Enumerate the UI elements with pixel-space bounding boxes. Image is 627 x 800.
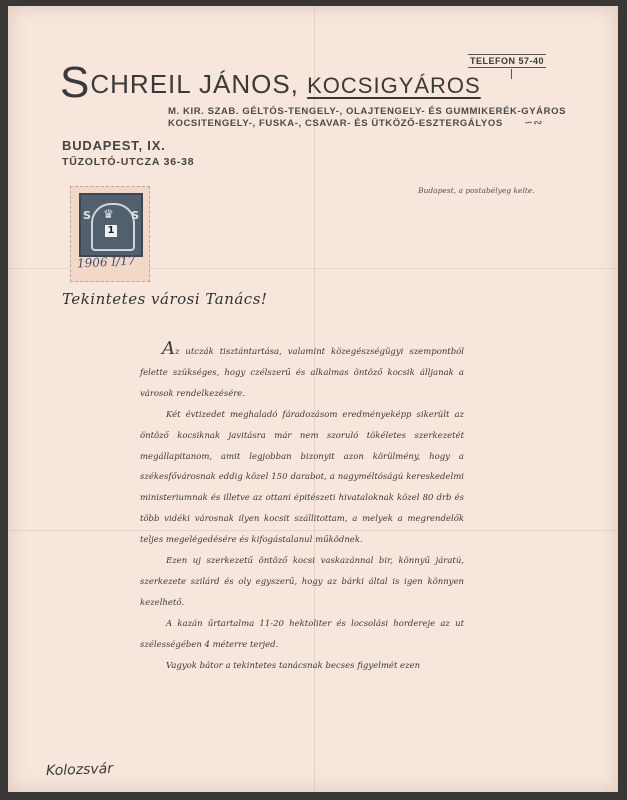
scroll-ornament-icon: ∽∾ xyxy=(524,116,543,129)
letterhead-line-1: M. KIR. SZAB. GÉLTÓS-TENGELY-, OLAJTENGELY- ÉS GUMMIKERÉK-GYÁROS xyxy=(168,106,567,117)
stamp-side-left: S xyxy=(83,209,91,222)
letterhead-title xyxy=(60,58,481,108)
stamp-image xyxy=(79,193,143,257)
letter-sheet xyxy=(8,6,618,792)
letterhead-trade: KOCSIGYÁROS xyxy=(307,73,481,98)
body-paragraph-1-text: z utczák tisztántartása, valamint közegészségügyi szempontból felette szükséges, hogy czélszerű és alkalmas öntöző kocsik álljanak a városok rendelkezésére. xyxy=(140,347,464,399)
date-line: Budapest, a postabélyeg kelte. xyxy=(418,186,535,195)
phone-ornament xyxy=(511,69,512,79)
stamp-side-right: S xyxy=(131,209,139,222)
dropcap: A xyxy=(162,338,175,359)
letter-body xyxy=(140,338,464,677)
handwritten-note: Kolozsvár xyxy=(45,760,114,780)
letterhead-phone: TELEFON 57-40 xyxy=(470,56,545,66)
letterhead-city: BUDAPEST, IX. xyxy=(62,138,166,153)
letterhead-name: CHREIL JÁNOS, xyxy=(90,69,299,99)
crown-icon: ♛ xyxy=(103,207,114,221)
body-paragraph-2: Két évtizedet meghaladó fáradozásom eredményeképp sikerült az öntöző kocsiknak javitásra már nem szoruló tökéletes szerkezetét megállapitanom, amit legjobban bizonyit azon körülmény, hogy a székesfővárosnak eddig közel 150 darabot, a nagyméltóságú kereskedelmi ministeriumnak és illetve az ottani épitészeti hivataloknak közel 80 drb és több vidéki városnak ilyen kocsit szállitottam, a melyek a megrendelők teljes megelégedésére és kifogástalanul működnek. xyxy=(140,409,464,546)
revenue-stamp xyxy=(70,186,150,282)
body-paragraph-4: A kazán űrtartalma 11-20 hektoliter és locsolási hordereje az ut szélességében 4 méterre terjed. xyxy=(140,618,464,650)
salutation: Tekintetes városi Tanács! xyxy=(62,290,268,308)
letterhead-street: TŰZOLTÓ-UTCZA 36-38 xyxy=(62,156,195,168)
letterhead-line-2: KOCSITENGELY-, FUSKA-, CSAVAR- ÉS ÜTKÖZŐ-ESZTERGÁLYOS xyxy=(168,118,503,129)
body-paragraph-1 xyxy=(140,338,464,405)
stamp-value: 1 xyxy=(105,225,117,237)
letterhead-initial: S xyxy=(60,58,91,107)
body-paragraph-5: Vagyok bátor a tekintetes tanácsnak becses figyelmét ezen xyxy=(166,660,421,671)
body-paragraph-3: Ezen uj szerkezetű öntöző kocsi vaskazánnal bir, könnyű járatú, szerkezete szilárd és oly egyszerű, hogy az bárki által is igen könnyen kezelhető. xyxy=(140,556,464,608)
stamp-cancellation: 1906 I/17 xyxy=(76,253,136,271)
